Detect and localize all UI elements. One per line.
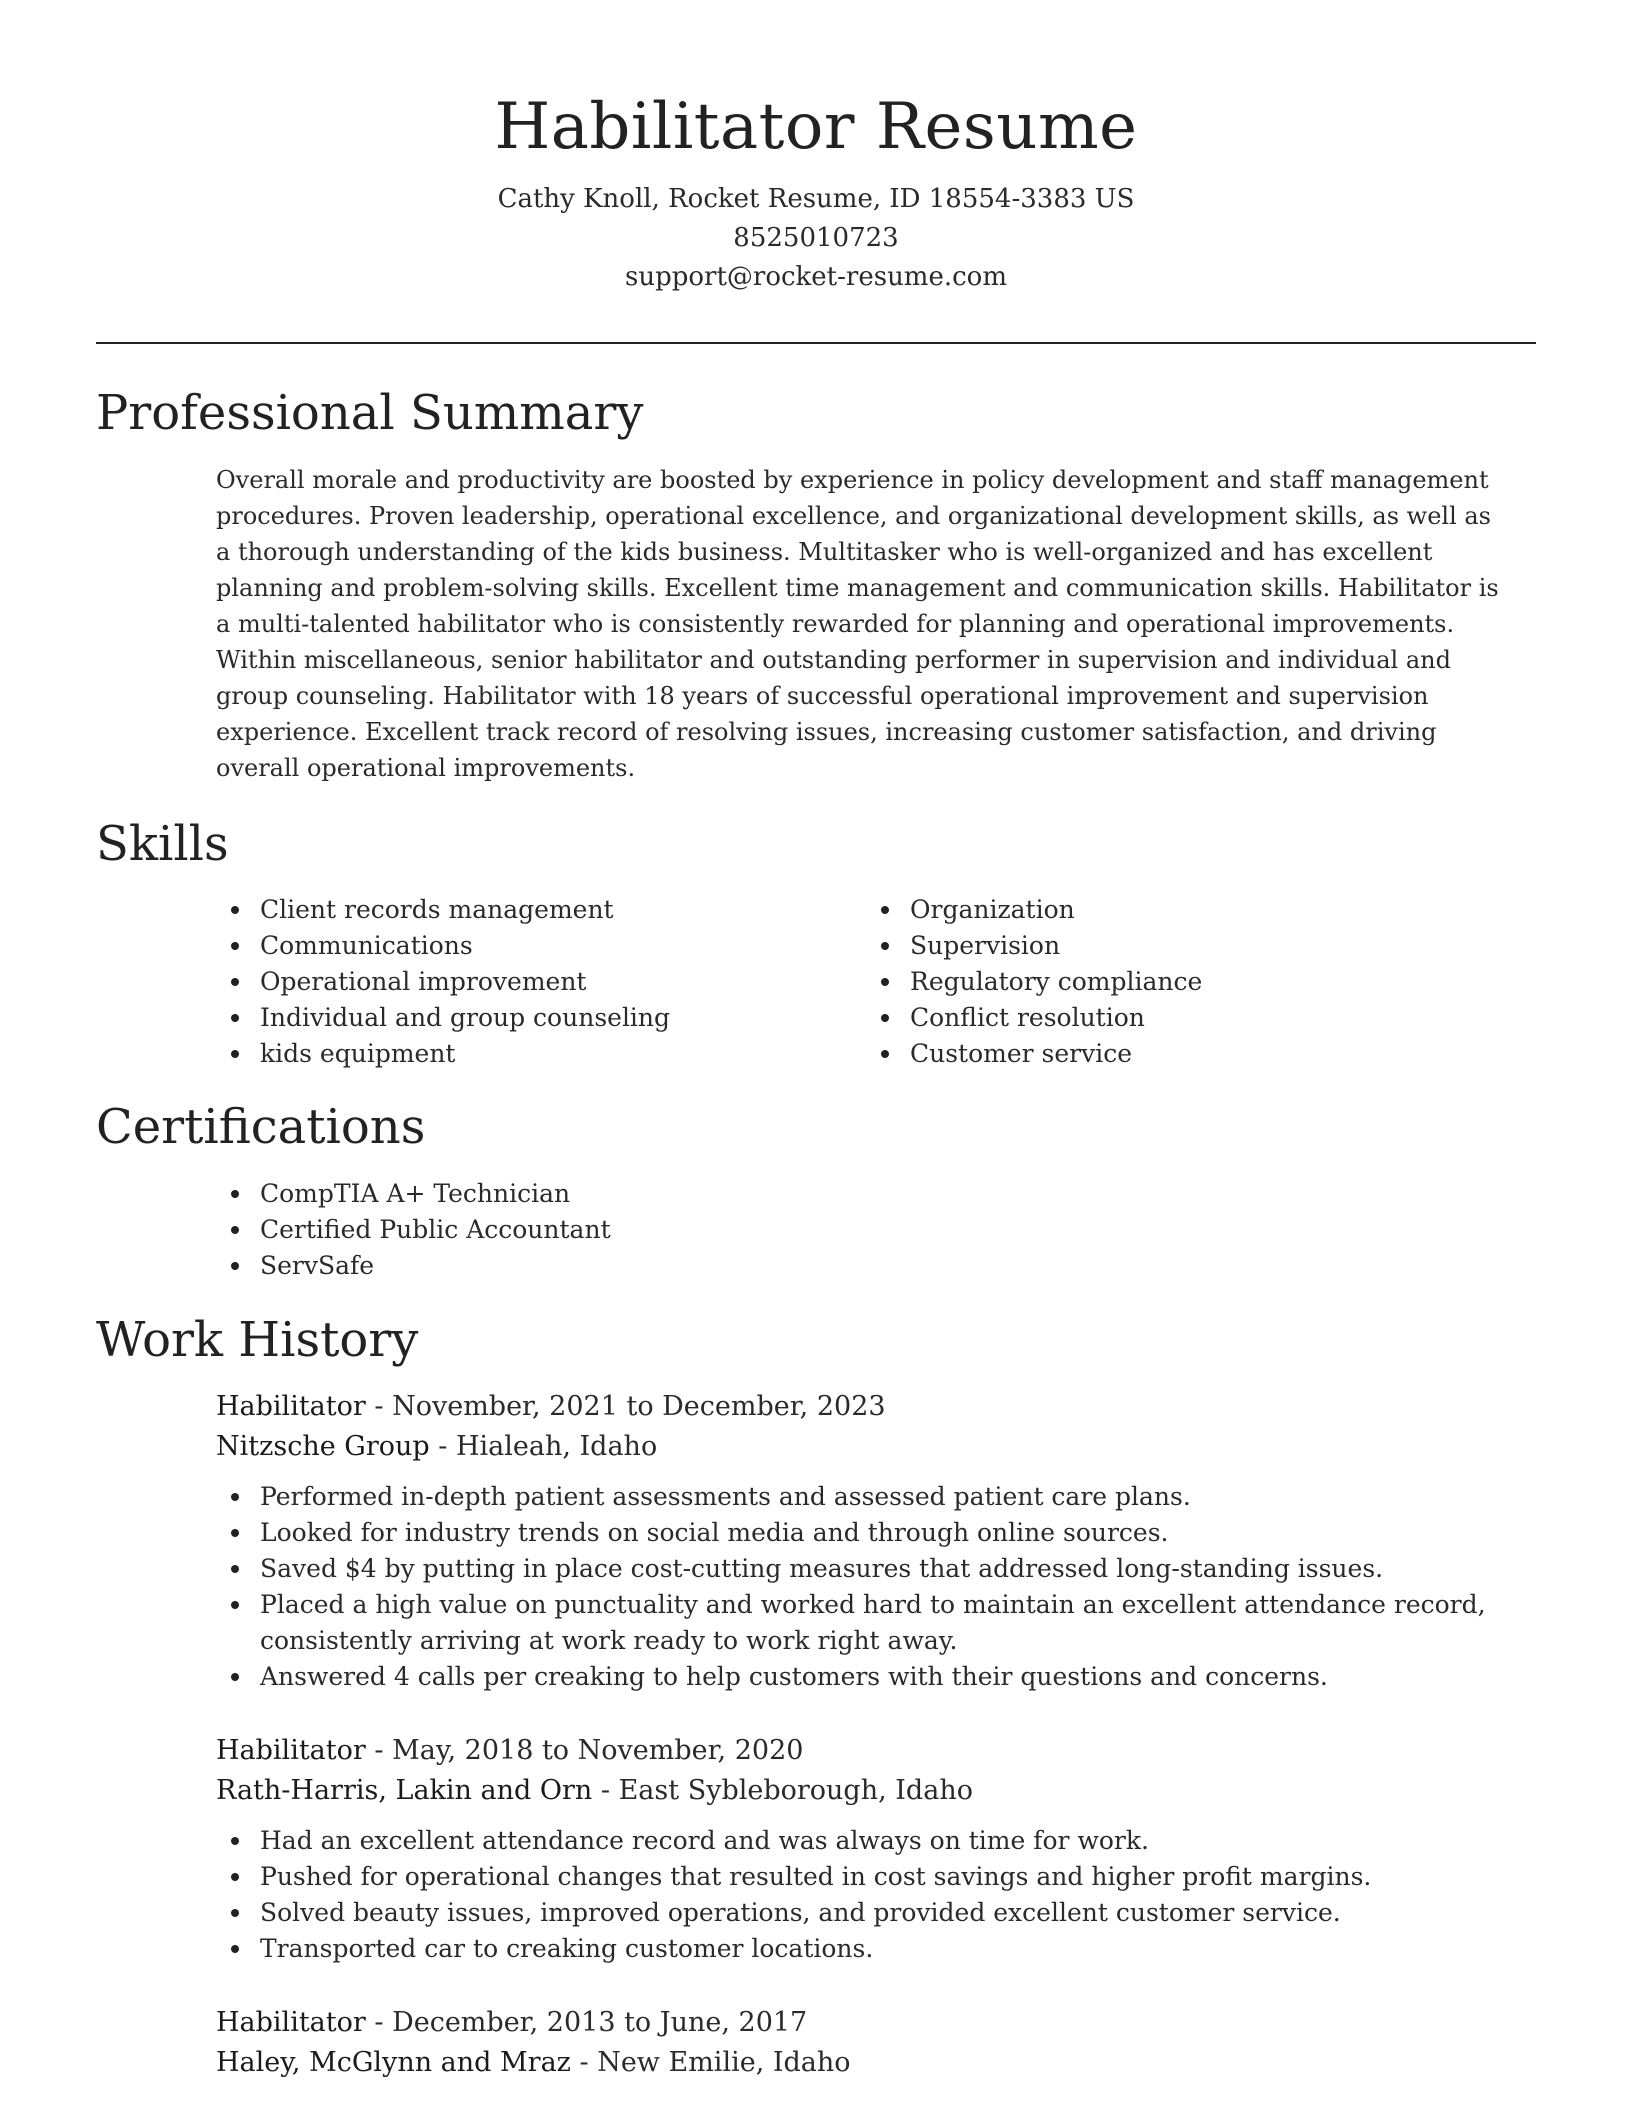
job-location: - Hialeah, Idaho — [429, 1431, 658, 1462]
certification-item: Certified Public Accountant — [260, 1212, 1116, 1248]
job-bullets — [216, 1479, 1516, 1695]
job-bullets — [216, 1823, 1516, 1967]
job-dates: - December, 2013 to June, 2017 — [365, 2007, 808, 2038]
job-title-line — [216, 1731, 1516, 1771]
job-title-line — [216, 2003, 1516, 2043]
job-company: Rath-Harris, Lakin and Orn — [216, 1775, 593, 1806]
skills-column-left — [216, 892, 866, 1072]
job-bullet: Performed in-depth patient assessments and assessed patient care plans. — [260, 1479, 1516, 1515]
job-company-line — [216, 2043, 1516, 2083]
certifications-block — [216, 1176, 1116, 1284]
summary-heading: Professional Summary — [96, 385, 644, 441]
certifications-heading: Certifications — [96, 1099, 426, 1155]
job-bullet: Placed a high value on punctuality and worked hard to maintain an excellent attendance record, consistently arriving at work ready to work right away. — [260, 1587, 1516, 1659]
skills-list-right — [866, 892, 1516, 1072]
header-divider — [96, 342, 1536, 344]
certifications-list — [216, 1176, 1116, 1284]
job-dates: - May, 2018 to November, 2020 — [365, 1735, 804, 1766]
certification-item: CompTIA A+ Technician — [260, 1176, 1116, 1212]
contact-email: support@rocket-resume.com — [624, 262, 1007, 292]
job-bullet: Looked for industry trends on social media and through online sources. — [260, 1515, 1516, 1551]
skills-heading: Skills — [96, 816, 229, 872]
job-title: Habilitator — [216, 2007, 366, 2038]
job-entry — [216, 2003, 1516, 2083]
job-entry — [216, 1387, 1516, 1695]
job-title: Habilitator — [216, 1391, 366, 1422]
job-title-line — [216, 1387, 1516, 1427]
job-dates: - November, 2021 to December, 2023 — [365, 1391, 886, 1422]
job-bullet: Pushed for operational changes that resulted in cost savings and higher profit margins. — [260, 1859, 1516, 1895]
job-company: Haley, McGlynn and Mraz — [216, 2047, 571, 2078]
skill-item: Operational improvement — [260, 964, 866, 1000]
skill-item: Communications — [260, 928, 866, 964]
work-history-heading: Work History — [96, 1312, 419, 1368]
job-bullet: Had an excellent attendance record and was always on time for work. — [260, 1823, 1516, 1859]
skill-item: Conflict resolution — [910, 1000, 1516, 1036]
skills-list-left — [216, 892, 866, 1072]
skill-item: kids equipment — [260, 1036, 866, 1072]
job-company-line — [216, 1427, 1516, 1467]
certification-item: ServSafe — [260, 1248, 1116, 1284]
skill-item: Organization — [910, 892, 1516, 928]
skill-item: Individual and group counseling — [260, 1000, 866, 1036]
skill-item: Client records management — [260, 892, 866, 928]
job-company-line — [216, 1771, 1516, 1811]
contact-address: Cathy Knoll, Rocket Resume, ID 18554-3383 US — [497, 184, 1135, 214]
skill-item: Customer service — [910, 1036, 1516, 1072]
job-location: - New Emilie, Idaho — [570, 2047, 851, 2078]
contact-block — [96, 180, 1536, 297]
job-bullet: Answered 4 calls per creaking to help customers with their questions and concerns. — [260, 1659, 1516, 1695]
job-bullet: Solved beauty issues, improved operations, and provided excellent customer service. — [260, 1895, 1516, 1931]
resume-title: Habilitator Resume — [494, 90, 1138, 164]
job-bullet: Saved $4 by putting in place cost-cutting measures that addressed long-standing issues. — [260, 1551, 1516, 1587]
skill-item: Supervision — [910, 928, 1516, 964]
job-entry — [216, 1731, 1516, 1967]
skills-column-right — [866, 892, 1516, 1072]
resume-header — [96, 82, 1536, 292]
contact-phone: 8525010723 — [733, 223, 899, 253]
job-bullet: Transported car to creaking customer locations. — [260, 1931, 1516, 1967]
job-company: Nitzsche Group — [216, 1431, 430, 1462]
job-title: Habilitator — [216, 1735, 366, 1766]
job-location: - East Sybleborough, Idaho — [592, 1775, 973, 1806]
skill-item: Regulatory compliance — [910, 964, 1516, 1000]
summary-text: Overall morale and productivity are boosted by experience in policy development and staff management procedures. Proven leadership, operational excellence, and organizational development skills, as well as a thorough understanding of the kids business. Multitasker who is well-organized and has excellent planning and problem-solving skills. Excellent time management and communication skills. Habilitator is a multi-talented habilitator who is consistently rewarded for planning and operational improvements. Within miscellaneous, senior habilitator and outstanding performer in supervision and individual and group counseling. Habilitator with 18 years of successful operational improvement and supervision experience. Excellent track record of resolving issues, increasing customer satisfaction, and driving overall operational improvements. — [216, 466, 1499, 782]
